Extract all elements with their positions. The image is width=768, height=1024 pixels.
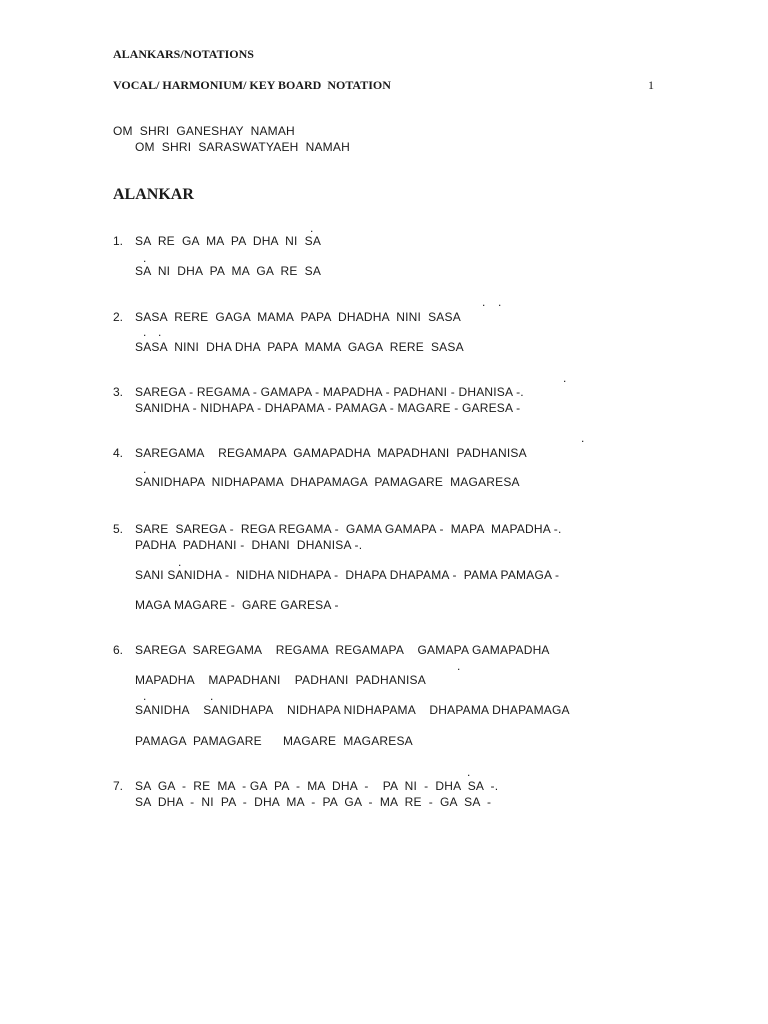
item-number: 1.	[113, 234, 124, 248]
notation-line: SA RE GA MA PA DHA NI SA	[135, 234, 322, 248]
upper-octave-dot: .	[143, 325, 147, 339]
notation-line: SARE SAREGA - REGA REGAMA - GAMA GAMAPA - MAPA MAPADHA -.	[135, 522, 562, 536]
item-number: 2.	[113, 310, 124, 324]
upper-octave-dot: .	[143, 462, 147, 476]
item-number: 4.	[113, 446, 124, 460]
upper-octave-dot: .	[178, 555, 182, 569]
upper-octave-dot: .	[158, 325, 162, 339]
notation-line: SANIDHA SANIDHAPA NIDHAPA NIDHAPAMA DHAPAMA DHAPAMAGA	[135, 703, 570, 717]
item-number: 6.	[113, 643, 124, 657]
upper-octave-dot: .	[143, 689, 147, 703]
invocation-saraswati: OM SHRI SARASWATYAEH NAMAH	[135, 140, 350, 154]
upper-octave-dot: .	[310, 221, 314, 235]
notation-line: SAREGA - REGAMA - GAMAPA - MAPADHA - PADHANI - DHANISA -.	[135, 385, 524, 399]
item-number: 3.	[113, 385, 124, 399]
item-number: 5.	[113, 522, 124, 536]
notation-line: MAGA MAGARE - GARE GARESA -	[135, 598, 339, 612]
document-subtitle: VOCAL/ HARMONIUM/ KEY BOARD NOTATION	[113, 78, 391, 92]
notation-line: SANIDHAPA NIDHAPAMA DHAPAMAGA PAMAGARE MAGARESA	[135, 475, 520, 489]
upper-octave-dot: .	[482, 295, 486, 309]
notation-line: SANIDHA - NIDHAPA - DHAPAMA - PAMAGA - MAGARE - GARESA -	[135, 401, 521, 415]
notation-line: SAREGA SAREGAMA REGAMA REGAMAPA GAMAPA GAMAPADHA	[135, 643, 550, 657]
notation-line: SANI SANIDHA - NIDHA NIDHAPA - DHAPA DHAPAMA - PAMA PAMAGA -	[135, 568, 560, 582]
notation-line: SA NI DHA PA MA GA RE SA	[135, 264, 322, 278]
upper-octave-dot: .	[467, 765, 471, 779]
invocation-ganesh: OM SHRI GANESHAY NAMAH	[113, 124, 295, 138]
upper-octave-dot: .	[143, 251, 147, 265]
upper-octave-dot: .	[457, 659, 461, 673]
notation-line: SASA NINI DHA DHA PAPA MAMA GAGA RERE SASA	[135, 340, 464, 354]
upper-octave-dot: .	[210, 689, 214, 703]
page-number: 1	[648, 78, 654, 92]
item-number: 7.	[113, 779, 124, 793]
notation-line: PADHA PADHANI - DHANI DHANISA -.	[135, 538, 363, 552]
notation-line: SAREGAMA REGAMAPA GAMAPADHA MAPADHANI PADHANISA	[135, 446, 527, 460]
notation-line: SA GA - RE MA - GA PA - MA DHA - PA NI - DHA SA -.	[135, 779, 499, 793]
upper-octave-dot: .	[581, 431, 585, 445]
section-title: ALANKAR	[113, 186, 194, 203]
notation-line: MAPADHA MAPADHANI PADHANI PADHANISA	[135, 673, 426, 687]
notation-line: SA DHA - NI PA - DHA MA - PA GA - MA RE - GA SA -	[135, 795, 492, 809]
notation-line: SASA RERE GAGA MAMA PAPA DHADHA NINI SASA	[135, 310, 461, 324]
notation-line: PAMAGA PAMAGARE MAGARE MAGARESA	[135, 734, 413, 748]
upper-octave-dot: .	[498, 295, 502, 309]
document-title: ALANKARS/NOTATIONS	[113, 47, 254, 61]
upper-octave-dot: .	[563, 371, 567, 385]
